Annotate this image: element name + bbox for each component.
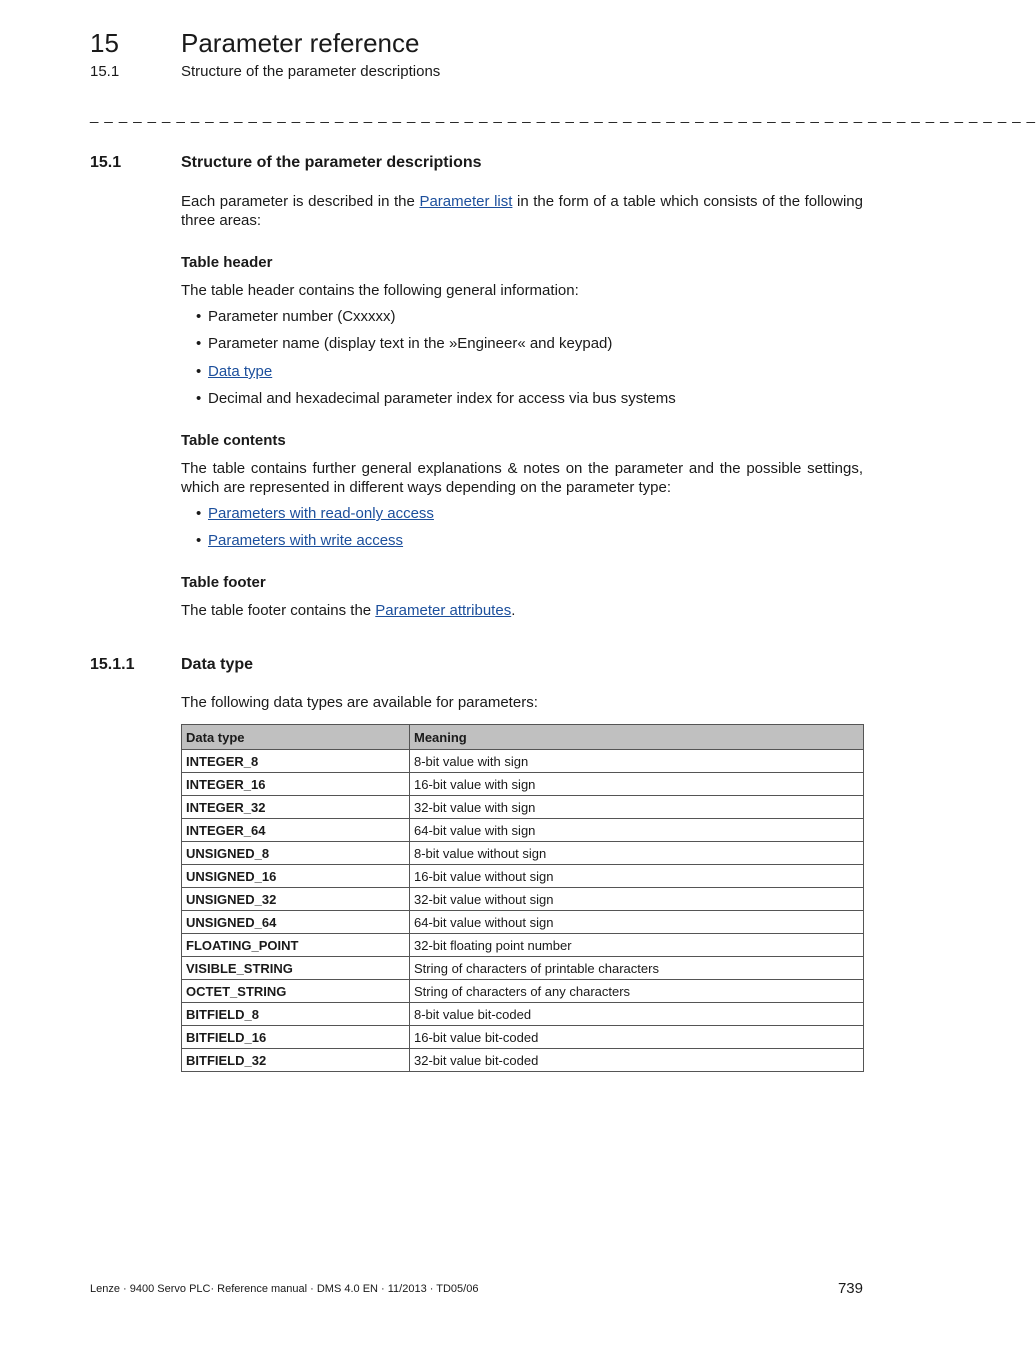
data-type-cell: INTEGER_32 [182,796,410,819]
chapter-title: Parameter reference [181,28,420,58]
section-title: Structure of the parameter descriptions [181,154,482,171]
table-header-heading: Table header [181,254,273,271]
table-contents-text: The table contains further general explanations & notes on the parameter and the possible settings, which are represented in different ways depending on the parameter type: [181,460,863,496]
data-type-cell: INTEGER_64 [182,819,410,842]
meaning-cell: String of characters of any characters [410,980,864,1003]
header-separator: _ _ _ _ _ _ _ _ _ _ _ _ _ _ _ _ _ _ _ _ _ _ _ _ _ _ _ _ _ _ _ _ _ _ _ _ _ _ _ _ _ _ _ _ _ _ _ _ _ _ _ _ _ _ _ _ _ _ _ _ _ _ _ _ _ _ [90,107,1036,124]
table-row [182,750,864,773]
table-row [182,911,864,934]
parameter-attributes-link[interactable]: Parameter attributes [375,602,512,619]
data-type-cell: UNSIGNED_32 [182,888,410,911]
page-number: 739 [837,1280,863,1297]
table-row [182,865,864,888]
table-row [182,819,864,842]
data-type-cell: UNSIGNED_64 [182,911,410,934]
data-type-table [181,724,864,1072]
bullet-icon: • [196,308,202,325]
bullet-icon: • [196,390,202,407]
meaning-cell: 64-bit value with sign [410,819,864,842]
meaning-cell: 64-bit value without sign [410,911,864,934]
column-header-data-type: Data type [182,725,410,750]
table-row [182,934,864,957]
table-row [182,1026,864,1049]
table-row [182,773,864,796]
table-contents-heading: Table contents [181,432,286,449]
bullet-icon: • [196,335,202,352]
data-type-link[interactable]: Data type [208,363,273,380]
subsection-title: Data type [181,656,254,673]
bullet-icon: • [196,532,202,549]
data-type-cell: VISIBLE_STRING [182,957,410,980]
running-section-title: Structure of the parameter descriptions [181,63,441,80]
data-type-cell: UNSIGNED_8 [182,842,410,865]
table-row [182,1003,864,1026]
column-header-meaning: Meaning [410,725,864,750]
data-type-cell: UNSIGNED_16 [182,865,410,888]
meaning-cell: 8-bit value bit-coded [410,1003,864,1026]
subsection-text: The following data types are available for parameters: [181,694,538,711]
table-row [182,980,864,1003]
read-only-access-link[interactable]: Parameters with read-only access [208,505,434,522]
data-type-cell: BITFIELD_16 [182,1026,410,1049]
table-row [182,888,864,911]
table-row [182,842,864,865]
meaning-cell: 8-bit value with sign [410,750,864,773]
parameter-list-link[interactable]: Parameter list [419,193,513,210]
data-type-cell: BITFIELD_32 [182,1049,410,1072]
bullet-icon: • [196,505,202,522]
table-footer-text: The table footer contains the Parameter attributes. [181,602,516,619]
section-intro: Each parameter is described in the Parameter list in the form of a table which consists of the following three areas: [181,193,863,229]
data-type-cell: INTEGER_16 [182,773,410,796]
meaning-cell: 32-bit floating point number [410,934,864,957]
meaning-cell: 16-bit value bit-coded [410,1026,864,1049]
table-footer-heading: Table footer [181,574,266,591]
meaning-cell: 16-bit value with sign [410,773,864,796]
meaning-cell: 32-bit value without sign [410,888,864,911]
table-row [182,1049,864,1072]
table-header-row [182,725,864,750]
data-type-cell: OCTET_STRING [182,980,410,1003]
write-access-link[interactable]: Parameters with write access [208,532,404,549]
meaning-cell: 32-bit value bit-coded [410,1049,864,1072]
page-footer: Lenze · 9400 Servo PLC· Reference manual · DMS 4.0 EN · 11/2013 · TD05/06 [90,1283,479,1295]
bullet-icon: • [196,363,202,380]
meaning-cell: String of characters of printable characters [410,957,864,980]
meaning-cell: 8-bit value without sign [410,842,864,865]
data-type-cell: INTEGER_8 [182,750,410,773]
table-row [182,796,864,819]
data-type-cell: BITFIELD_8 [182,1003,410,1026]
meaning-cell: 16-bit value without sign [410,865,864,888]
subsection-number: 15.1.1 [90,656,135,673]
section-number: 15.1 [90,154,122,171]
table-header-text: The table header contains the following general information: [181,282,579,299]
table-row [182,957,864,980]
running-section-number: 15.1 [90,63,120,80]
chapter-number: 15 [90,28,119,58]
data-type-cell: FLOATING_POINT [182,934,410,957]
meaning-cell: 32-bit value with sign [410,796,864,819]
